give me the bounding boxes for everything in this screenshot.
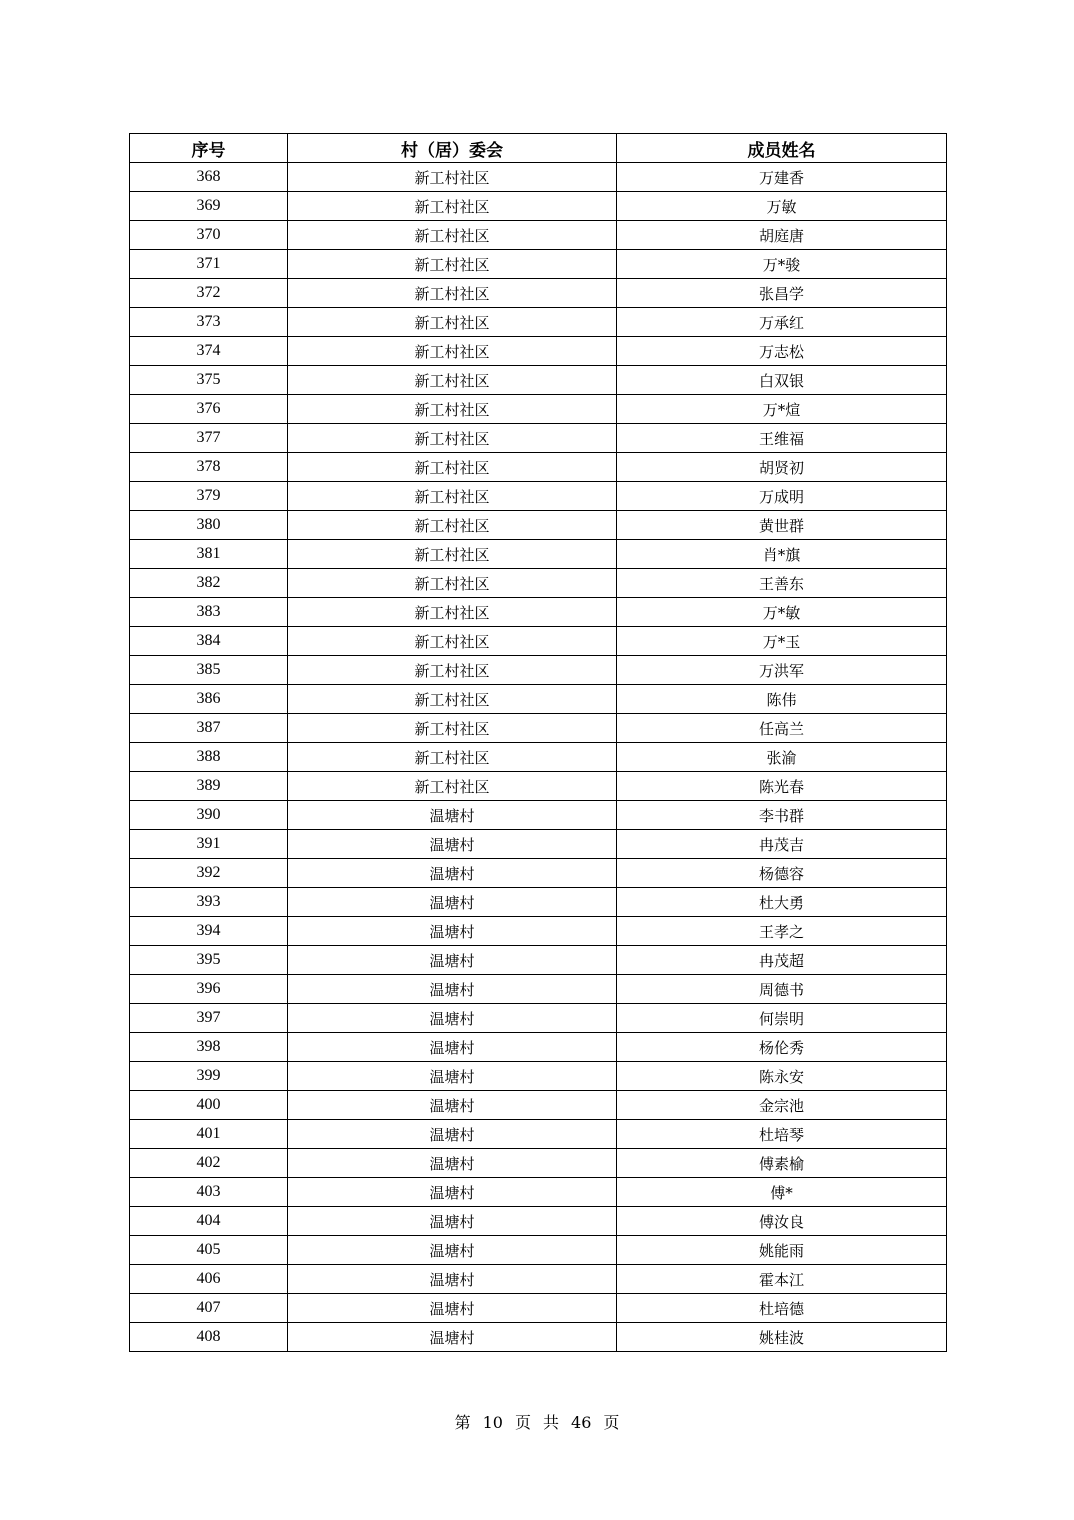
cell-village-committee: 新工村社区 (288, 743, 617, 772)
cell-village-committee: 新工村社区 (288, 279, 617, 308)
cell-member-name: 张渝 (617, 743, 947, 772)
cell-member-name: 万成明 (617, 482, 947, 511)
cell-member-name: 万敏 (617, 192, 947, 221)
cell-member-name: 王维福 (617, 424, 947, 453)
table-row (130, 946, 947, 975)
cell-village-committee: 温塘村 (288, 859, 617, 888)
cell-village-committee: 温塘村 (288, 830, 617, 859)
cell-village-committee: 温塘村 (288, 1207, 617, 1236)
table-row (130, 1091, 947, 1120)
cell-serial-number: 399 (130, 1062, 288, 1091)
cell-serial-number: 396 (130, 975, 288, 1004)
cell-serial-number: 405 (130, 1236, 288, 1265)
cell-member-name: 胡贤初 (617, 453, 947, 482)
cell-member-name: 陈光春 (617, 772, 947, 801)
table-row (130, 221, 947, 250)
cell-member-name: 肖*旗 (617, 540, 947, 569)
table-row (130, 1120, 947, 1149)
cell-serial-number: 387 (130, 714, 288, 743)
table-row (130, 685, 947, 714)
cell-village-committee: 新工村社区 (288, 569, 617, 598)
cell-member-name: 任高兰 (617, 714, 947, 743)
cell-village-committee: 温塘村 (288, 1178, 617, 1207)
cell-member-name: 万*骏 (617, 250, 947, 279)
table-row (130, 888, 947, 917)
cell-member-name: 万*玉 (617, 627, 947, 656)
cell-village-committee: 温塘村 (288, 946, 617, 975)
cell-member-name: 何崇明 (617, 1004, 947, 1033)
table-row (130, 627, 947, 656)
table-row (130, 1062, 947, 1091)
page-footer (0, 1410, 1074, 1433)
cell-serial-number: 392 (130, 859, 288, 888)
table-row (130, 859, 947, 888)
table-row (130, 1033, 947, 1062)
cell-village-committee: 温塘村 (288, 1265, 617, 1294)
cell-serial-number: 376 (130, 395, 288, 424)
table-row (130, 250, 947, 279)
cell-village-committee: 新工村社区 (288, 714, 617, 743)
table-row (130, 1178, 947, 1207)
cell-village-committee: 温塘村 (288, 1091, 617, 1120)
cell-serial-number: 406 (130, 1265, 288, 1294)
cell-member-name: 周德书 (617, 975, 947, 1004)
cell-member-name: 姚能雨 (617, 1236, 947, 1265)
cell-village-committee: 新工村社区 (288, 192, 617, 221)
cell-serial-number: 390 (130, 801, 288, 830)
cell-village-committee: 新工村社区 (288, 395, 617, 424)
header-serial-number: 序号 (130, 134, 288, 163)
cell-serial-number: 403 (130, 1178, 288, 1207)
cell-serial-number: 384 (130, 627, 288, 656)
cell-member-name: 杜培琴 (617, 1120, 947, 1149)
cell-village-committee: 温塘村 (288, 1004, 617, 1033)
cell-member-name: 万承红 (617, 308, 947, 337)
cell-serial-number: 368 (130, 163, 288, 192)
cell-member-name: 冉茂超 (617, 946, 947, 975)
cell-village-committee: 温塘村 (288, 1149, 617, 1178)
cell-serial-number: 375 (130, 366, 288, 395)
cell-village-committee: 温塘村 (288, 1236, 617, 1265)
cell-village-committee: 温塘村 (288, 888, 617, 917)
cell-village-committee: 新工村社区 (288, 598, 617, 627)
cell-village-committee: 新工村社区 (288, 221, 617, 250)
cell-serial-number: 395 (130, 946, 288, 975)
cell-village-committee: 新工村社区 (288, 337, 617, 366)
table-row (130, 163, 947, 192)
cell-serial-number: 391 (130, 830, 288, 859)
cell-member-name: 李书群 (617, 801, 947, 830)
cell-village-committee: 新工村社区 (288, 163, 617, 192)
footer-page-number: 10 (482, 1413, 503, 1432)
footer-total-pages: 46 (571, 1413, 592, 1432)
cell-member-name: 万建香 (617, 163, 947, 192)
member-roster-table (129, 133, 947, 1352)
cell-serial-number: 373 (130, 308, 288, 337)
table-row (130, 1207, 947, 1236)
cell-member-name: 万志松 (617, 337, 947, 366)
cell-village-committee: 温塘村 (288, 801, 617, 830)
cell-serial-number: 370 (130, 221, 288, 250)
cell-member-name: 陈伟 (617, 685, 947, 714)
cell-serial-number: 397 (130, 1004, 288, 1033)
cell-serial-number: 401 (130, 1120, 288, 1149)
cell-serial-number: 386 (130, 685, 288, 714)
table-row (130, 482, 947, 511)
cell-village-committee: 新工村社区 (288, 772, 617, 801)
footer-total-prefix: 共 (543, 1413, 560, 1432)
cell-serial-number: 404 (130, 1207, 288, 1236)
table-row (130, 1236, 947, 1265)
table-row (130, 656, 947, 685)
table-row (130, 1323, 947, 1352)
cell-member-name: 霍本江 (617, 1265, 947, 1294)
cell-member-name: 王孝之 (617, 917, 947, 946)
table-row (130, 830, 947, 859)
table-row (130, 975, 947, 1004)
cell-village-committee: 新工村社区 (288, 511, 617, 540)
footer-total-unit: 页 (603, 1413, 620, 1432)
cell-serial-number: 400 (130, 1091, 288, 1120)
table-row (130, 337, 947, 366)
table-row (130, 1004, 947, 1033)
cell-serial-number: 393 (130, 888, 288, 917)
cell-serial-number: 377 (130, 424, 288, 453)
cell-village-committee: 新工村社区 (288, 453, 617, 482)
footer-page-unit: 页 (514, 1413, 531, 1432)
cell-village-committee: 温塘村 (288, 1120, 617, 1149)
cell-serial-number: 372 (130, 279, 288, 308)
cell-member-name: 冉茂吉 (617, 830, 947, 859)
cell-village-committee: 新工村社区 (288, 540, 617, 569)
table-row (130, 714, 947, 743)
cell-village-committee: 新工村社区 (288, 366, 617, 395)
cell-member-name: 陈永安 (617, 1062, 947, 1091)
cell-serial-number: 379 (130, 482, 288, 511)
cell-member-name: 张昌学 (617, 279, 947, 308)
table-row (130, 743, 947, 772)
table-row (130, 395, 947, 424)
header-member-name: 成员姓名 (617, 134, 947, 163)
cell-serial-number: 374 (130, 337, 288, 366)
cell-serial-number: 383 (130, 598, 288, 627)
cell-village-committee: 温塘村 (288, 1294, 617, 1323)
cell-village-committee: 新工村社区 (288, 627, 617, 656)
table-row (130, 511, 947, 540)
cell-member-name: 傅素榆 (617, 1149, 947, 1178)
cell-serial-number: 371 (130, 250, 288, 279)
table-row (130, 801, 947, 830)
cell-serial-number: 382 (130, 569, 288, 598)
table-header (130, 134, 947, 163)
table-row (130, 598, 947, 627)
table-row (130, 192, 947, 221)
table-row (130, 569, 947, 598)
table-row (130, 1294, 947, 1323)
table-row (130, 772, 947, 801)
cell-serial-number: 369 (130, 192, 288, 221)
cell-village-committee: 温塘村 (288, 975, 617, 1004)
cell-serial-number: 398 (130, 1033, 288, 1062)
cell-village-committee: 新工村社区 (288, 424, 617, 453)
cell-member-name: 王善东 (617, 569, 947, 598)
cell-serial-number: 402 (130, 1149, 288, 1178)
cell-member-name: 姚桂波 (617, 1323, 947, 1352)
cell-serial-number: 407 (130, 1294, 288, 1323)
cell-member-name: 杜大勇 (617, 888, 947, 917)
cell-member-name: 胡庭唐 (617, 221, 947, 250)
table-row (130, 308, 947, 337)
table-row (130, 540, 947, 569)
cell-serial-number: 381 (130, 540, 288, 569)
cell-serial-number: 378 (130, 453, 288, 482)
cell-serial-number: 380 (130, 511, 288, 540)
cell-village-committee: 温塘村 (288, 1062, 617, 1091)
cell-serial-number: 394 (130, 917, 288, 946)
cell-village-committee: 新工村社区 (288, 685, 617, 714)
cell-village-committee: 新工村社区 (288, 656, 617, 685)
table-body (130, 163, 947, 1352)
cell-village-committee: 新工村社区 (288, 482, 617, 511)
cell-village-committee: 新工村社区 (288, 308, 617, 337)
table-row (130, 1149, 947, 1178)
cell-village-committee: 温塘村 (288, 1033, 617, 1062)
cell-serial-number: 408 (130, 1323, 288, 1352)
cell-member-name: 傅* (617, 1178, 947, 1207)
table-row (130, 453, 947, 482)
cell-member-name: 杜培德 (617, 1294, 947, 1323)
cell-village-committee: 温塘村 (288, 917, 617, 946)
cell-serial-number: 385 (130, 656, 288, 685)
cell-village-committee: 新工村社区 (288, 250, 617, 279)
cell-member-name: 黄世群 (617, 511, 947, 540)
header-village-committee: 村（居）委会 (288, 134, 617, 163)
cell-serial-number: 388 (130, 743, 288, 772)
cell-member-name: 白双银 (617, 366, 947, 395)
cell-serial-number: 389 (130, 772, 288, 801)
table-row (130, 279, 947, 308)
cell-member-name: 万*煊 (617, 395, 947, 424)
table-row (130, 917, 947, 946)
cell-member-name: 杨德容 (617, 859, 947, 888)
table-row (130, 424, 947, 453)
cell-member-name: 万洪军 (617, 656, 947, 685)
cell-member-name: 杨伦秀 (617, 1033, 947, 1062)
cell-village-committee: 温塘村 (288, 1323, 617, 1352)
footer-prefix: 第 (454, 1413, 471, 1432)
header-row (130, 134, 947, 163)
cell-member-name: 傅汝良 (617, 1207, 947, 1236)
cell-member-name: 万*敏 (617, 598, 947, 627)
table-row (130, 1265, 947, 1294)
cell-member-name: 金宗池 (617, 1091, 947, 1120)
table-row (130, 366, 947, 395)
